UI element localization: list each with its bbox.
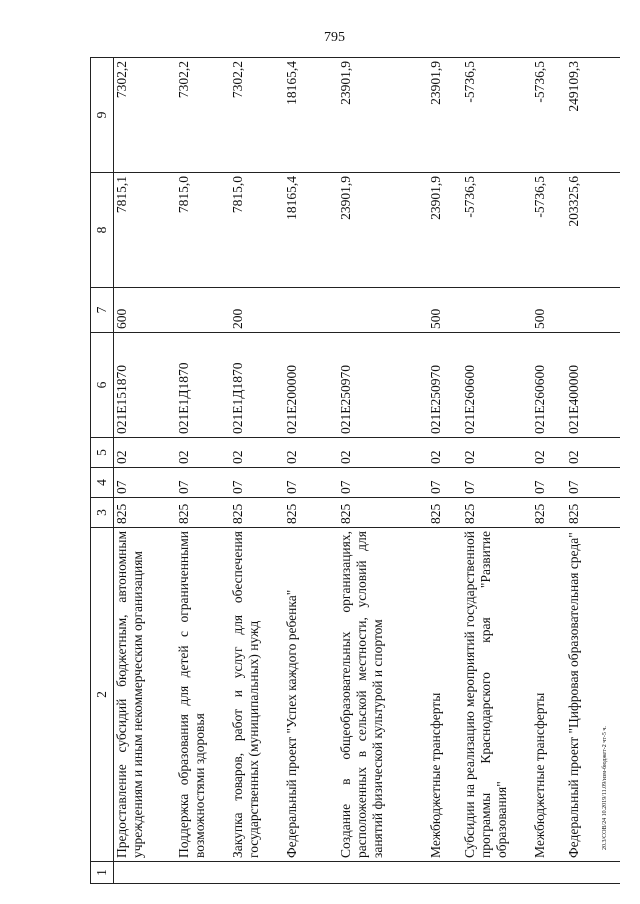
cell-target: 021E400000 <box>566 333 620 438</box>
cell-subsection: 02 <box>114 438 176 468</box>
table-row <box>284 58 338 884</box>
cell-amount-col8: 7815,1 <box>114 173 176 288</box>
cell-section: 07 <box>428 468 462 498</box>
cell-section: 07 <box>462 468 532 498</box>
table-row <box>462 58 532 884</box>
cell-ministry: 825 <box>566 498 620 528</box>
cell-subsection: 02 <box>176 438 230 468</box>
cell-ministry: 825 <box>114 498 176 528</box>
cell-target: 021E260600 <box>532 333 566 438</box>
cell-expense-type: 600 <box>114 288 176 333</box>
cell-ministry: 825 <box>462 498 532 528</box>
cell-subsection: 02 <box>230 438 284 468</box>
table-header-row <box>91 58 114 884</box>
cell-index <box>338 862 428 884</box>
cell-subsection: 02 <box>338 438 428 468</box>
cell-amount-col8: -5736,5 <box>462 173 532 288</box>
cell-amount-col9: -5736,5 <box>532 58 566 173</box>
cell-index <box>566 862 620 884</box>
cell-amount-col8: 23901,9 <box>428 173 462 288</box>
cell-subsection: 02 <box>462 438 532 468</box>
cell-subsection: 02 <box>428 438 462 468</box>
cell-target: 021E250970 <box>338 333 428 438</box>
cell-expense-type: 500 <box>428 288 462 333</box>
column-header: 3 <box>91 498 114 528</box>
cell-section: 07 <box>230 468 284 498</box>
document-footer-note: 20.3/СОВ/24 10.2019/11.09/изм-бюджет-2 чт-5 ч. <box>602 726 608 850</box>
cell-index <box>284 862 338 884</box>
cell-expense-type <box>462 288 532 333</box>
cell-target: 021E200000 <box>284 333 338 438</box>
cell-target: 021E260600 <box>462 333 532 438</box>
cell-expense-type <box>284 288 338 333</box>
cell-ministry: 825 <box>532 498 566 528</box>
cell-section: 07 <box>176 468 230 498</box>
table-row <box>230 58 284 884</box>
table-row <box>338 58 428 884</box>
cell-target: 021E151870 <box>114 333 176 438</box>
cell-amount-col8: -5736,5 <box>532 173 566 288</box>
cell-description: Межбюджетные трансферты <box>428 528 462 862</box>
column-header: 4 <box>91 468 114 498</box>
table-row <box>114 58 176 884</box>
cell-expense-type <box>338 288 428 333</box>
column-header: 5 <box>91 438 114 468</box>
cell-amount-col8: 18165,4 <box>284 173 338 288</box>
table-row <box>566 58 620 884</box>
cell-section: 07 <box>532 468 566 498</box>
cell-description: Межбюджетные трансферты <box>532 528 566 862</box>
cell-amount-col8: 7815,0 <box>230 173 284 288</box>
cell-section: 07 <box>284 468 338 498</box>
cell-section: 07 <box>338 468 428 498</box>
cell-target: 021E1Д1870 <box>230 333 284 438</box>
cell-section: 07 <box>566 468 620 498</box>
cell-index <box>462 862 532 884</box>
cell-ministry: 825 <box>176 498 230 528</box>
column-header: 8 <box>91 173 114 288</box>
cell-amount-col9: 249109,3 <box>566 58 620 173</box>
cell-expense-type <box>566 288 620 333</box>
cell-index <box>428 862 462 884</box>
cell-description: Создание в общеобразовательных организациях, расположенных в сельской местности, условий для занятий физической культурой и спортом <box>338 528 428 862</box>
cell-target: 021E250970 <box>428 333 462 438</box>
cell-expense-type: 500 <box>532 288 566 333</box>
table-row <box>428 58 462 884</box>
cell-description: Закупка товаров, работ и услуг для обеспечения государственных (муниципальных) нужд <box>230 528 284 862</box>
cell-target: 021E1Д1870 <box>176 333 230 438</box>
cell-ministry: 825 <box>230 498 284 528</box>
cell-amount-col9: 7302,2 <box>114 58 176 173</box>
column-header: 1 <box>91 862 114 884</box>
cell-description: Поддержка образования для детей с ограниченными возможностями здоровья <box>176 528 230 862</box>
column-header: 6 <box>91 333 114 438</box>
cell-amount-col8: 203325,6 <box>566 173 620 288</box>
cell-index <box>176 862 230 884</box>
cell-index <box>114 862 176 884</box>
cell-amount-col9: 7302,2 <box>176 58 230 173</box>
cell-expense-type <box>176 288 230 333</box>
rotated-table-container <box>90 58 618 884</box>
budget-table <box>90 57 620 884</box>
cell-subsection: 02 <box>532 438 566 468</box>
cell-subsection: 02 <box>566 438 620 468</box>
column-header: 9 <box>91 58 114 173</box>
cell-amount-col9: 7302,2 <box>230 58 284 173</box>
cell-section: 07 <box>114 468 176 498</box>
table-row <box>176 58 230 884</box>
table-row <box>532 58 566 884</box>
cell-amount-col9: 23901,9 <box>428 58 462 173</box>
cell-amount-col8: 7815,0 <box>176 173 230 288</box>
cell-ministry: 825 <box>284 498 338 528</box>
cell-expense-type: 200 <box>230 288 284 333</box>
cell-index <box>532 862 566 884</box>
cell-ministry: 825 <box>428 498 462 528</box>
cell-description: Федеральный проект "Цифровая образовательная среда" <box>566 528 620 862</box>
cell-description: Федеральный проект "Успех каждого ребенка" <box>284 528 338 862</box>
cell-amount-col8: 23901,9 <box>338 173 428 288</box>
cell-subsection: 02 <box>284 438 338 468</box>
page-number: 795 <box>324 30 345 45</box>
column-header: 2 <box>91 528 114 862</box>
cell-ministry: 825 <box>338 498 428 528</box>
cell-amount-col9: 18165,4 <box>284 58 338 173</box>
cell-description: Предоставление субсидий бюджетным, автономным учреждениям и иным некоммерческим организациям <box>114 528 176 862</box>
cell-amount-col9: -5736,5 <box>462 58 532 173</box>
cell-amount-col9: 23901,9 <box>338 58 428 173</box>
cell-index <box>230 862 284 884</box>
cell-description: Субсидии на реализацию мероприятий государственной программы Краснодарского края "Развитие образования" <box>462 528 532 862</box>
column-header: 7 <box>91 288 114 333</box>
